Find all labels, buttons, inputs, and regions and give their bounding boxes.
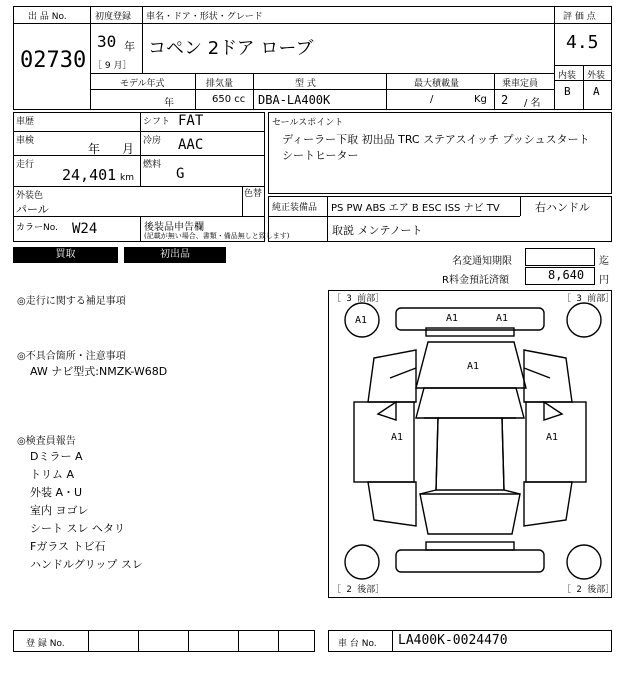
damage-mark: A1 [446, 313, 459, 324]
capacity-unit: / 名 [524, 98, 541, 109]
mileage-label: 走行 [16, 160, 35, 170]
defect-line: AW ナビ型式:NMZK-W68D [30, 365, 168, 378]
exterior-color-label: 外装色 [16, 191, 44, 201]
displacement-value: 650 cc [212, 94, 246, 105]
exterior-grade: A [593, 85, 600, 98]
shift-label: シフト [143, 117, 171, 127]
diagram-tag-front-left: ［ 3 前部］ [332, 294, 385, 304]
score-label: 評 価 点 [563, 12, 596, 22]
type-value: DBA-LA400K [258, 93, 331, 107]
inspector-line: Dミラー A [30, 450, 83, 463]
damage-mark: A1 [467, 361, 480, 372]
recycle-label: R料金預託済額 [442, 275, 509, 286]
exterior-color-value: パール [16, 203, 49, 216]
capacity-value: 2 [501, 93, 509, 107]
inspector-line: トリム A [30, 468, 75, 481]
diagram-tag-front-right: ［ 3 前部］ [562, 294, 615, 304]
diagram-tag-rear-right: ［ 2 後部］ [562, 585, 615, 595]
interior-grade: B [564, 85, 571, 98]
inspector-line: 室内 ヨゴレ [30, 504, 89, 517]
inspector-title: ◎検査員報告 [17, 436, 76, 447]
handle-side: 右ハンドル [535, 201, 590, 214]
repaint-label: 色替 [244, 189, 263, 199]
max-load-label: 最大積載量 [414, 79, 460, 89]
first-reg-month: ［ 9 月］ [93, 61, 132, 71]
sales-point-label: セールスポイント [272, 118, 344, 128]
first-reg-year: 30 [97, 32, 117, 51]
equipment-label: 純正装備品 [272, 203, 318, 213]
chassis-value: LA400K-0024470 [398, 633, 508, 648]
inspector-line: 外装 A・U [30, 486, 83, 499]
lot-label: 出 品 No. [28, 12, 67, 22]
exterior-label: 外装 [587, 71, 606, 81]
sales-point-line1: ディーラー下取 初出品 TRC ステアスイッチ プッシュスタート [282, 133, 590, 146]
color-no-label: カラーNo. [16, 223, 58, 233]
recycle-value: 8,640 [548, 268, 585, 282]
running-notes-title: ◎走行に関する補足事項 [17, 296, 126, 307]
ac-value: AAC [178, 137, 204, 153]
damage-mark: A1 [496, 313, 509, 324]
name-change-label: 名変通知期限 [452, 256, 512, 267]
aftermarket-note: (記載が無い場合、書類・備品無しと致します) [144, 232, 290, 240]
fuel-value: G [176, 166, 185, 182]
name-change-unit: 迄 [599, 256, 609, 267]
aftermarket-label: 後装品申告欄 [144, 222, 204, 233]
damage-mark: A1 [355, 315, 368, 326]
inspection-month: 月 [122, 142, 135, 156]
shift-value: FAT [178, 113, 204, 129]
car-name-label: 車名・ドア・形状・グレード [146, 12, 263, 22]
color-no-value: W24 [72, 221, 98, 237]
damage-mark: A1 [546, 432, 559, 443]
defects-title: ◎不具合箇所・注意事項 [17, 351, 126, 362]
mileage-value: 24,401 [62, 166, 117, 184]
equipment-value: PS PW ABS エア B ESC ISS ナビ TV [331, 203, 500, 214]
first-reg-label: 初度登録 [95, 12, 132, 22]
inspector-line: シート スレ ヘタリ [30, 522, 125, 535]
reg-no-label: 登 録 No. [26, 639, 65, 649]
first-reg-year-unit: 年 [124, 40, 135, 53]
damage-mark: A1 [391, 432, 404, 443]
recycle-unit: 円 [599, 275, 609, 286]
fuel-label: 燃料 [143, 160, 162, 170]
car-diagram [328, 290, 615, 598]
inspector-line: Fガラス トビ石 [30, 540, 106, 553]
inspector-line: ハンドルグリップ スレ [30, 558, 143, 571]
type-label: 型 式 [295, 79, 316, 89]
listing-bar: 初出品 [124, 247, 226, 263]
model-year-unit: 年 [164, 98, 174, 109]
purchase-bar: 買取 [13, 247, 118, 263]
inspection-label: 車検 [16, 136, 35, 146]
capacity-label: 乗車定員 [502, 79, 539, 89]
displacement-label: 排気量 [206, 79, 234, 89]
score-value: 4.5 [566, 32, 599, 53]
mileage-unit: km [120, 173, 134, 183]
sales-point-line2: シートヒーター [282, 149, 359, 162]
inspection-year: 年 [88, 142, 101, 156]
model-year-label: モデル年式 [120, 79, 165, 89]
lot-number: 02730 [20, 48, 87, 73]
car-name: コペン 2ドア ローブ [148, 38, 314, 59]
history-label: 車歴 [16, 117, 35, 127]
max-load-unit: Kg [474, 94, 487, 105]
max-load-value: / [430, 94, 434, 105]
name-change-box [525, 248, 595, 266]
chassis-label: 車 台 No. [338, 639, 377, 649]
manual-value: 取説 メンテノート [332, 224, 423, 237]
diagram-tag-rear-left: ［ 2 後部］ [332, 585, 385, 595]
interior-label: 内装 [558, 71, 577, 81]
ac-label: 冷房 [143, 136, 162, 146]
